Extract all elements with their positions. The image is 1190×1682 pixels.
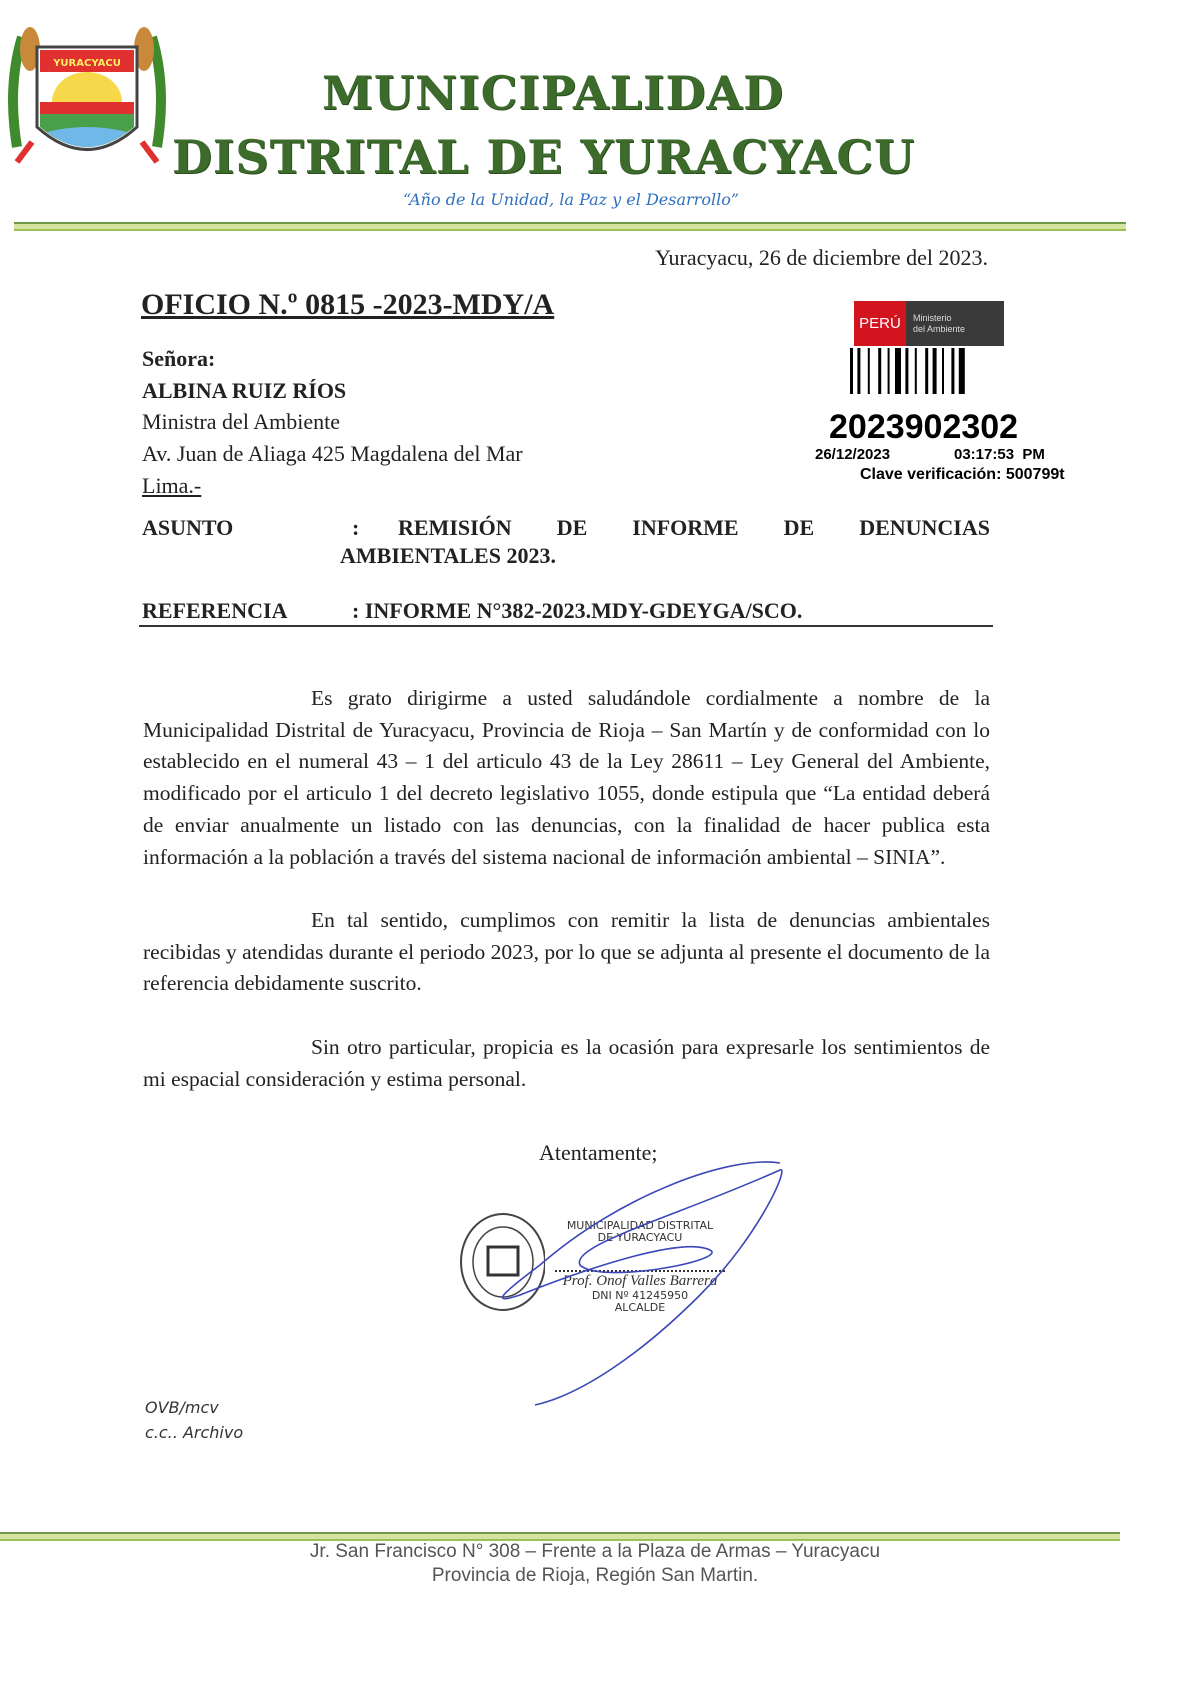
header-divider: [14, 222, 1126, 231]
recipient-role: Ministra del Ambiente: [142, 409, 340, 435]
asunto-colon: :: [352, 515, 360, 540]
barcode-bar: [857, 348, 860, 394]
salutation: Señora:: [142, 346, 216, 371]
recipient-name: ALBINA RUIZ RÍOS: [142, 377, 347, 403]
signer-name: Prof. Onof Valles Barrera: [555, 1270, 725, 1290]
recipient-city: Lima.-: [142, 472, 202, 498]
closing: Atentamente;: [539, 1140, 658, 1165]
body-paragraph-3: Sin otro particular, propicia es la ocasión para expresarle los sentimientos de mi espacial consideración y estima personal.: [143, 1035, 990, 1091]
header-title-line1: MUNICIPALIDAD: [322, 66, 784, 120]
header-title-line2: DISTRITAL DE YURACYACU: [172, 130, 916, 184]
barcode-bar: [915, 348, 917, 394]
asunto-line1: REMISIÓN DE INFORME DE DENUNCIAS: [398, 515, 990, 540]
barcode-bar: [959, 348, 965, 394]
stamp-line1: MUNICIPALIDAD DISTRITAL: [566, 1219, 714, 1232]
barcode-bar: [942, 348, 944, 394]
initials: OVB/mcv: [145, 1398, 219, 1417]
referencia-value: : INFORME N°382-2023.MDY-GDEYGA/SCO.: [352, 598, 803, 623]
signer-role: ALCALDE: [614, 1301, 666, 1314]
svg-text:YURACYACU: YURACYACU: [53, 58, 121, 69]
stamp-line2: DE YURACYACU: [597, 1231, 683, 1244]
body-paragraph-2: En tal sentido, cumplimos con remitir la lista de denuncias ambientales recibidas y atendidas durante el periodo 2023, por lo que se adjunta al presente el documento de la referencia debidamente suscrito.: [143, 908, 990, 996]
asunto-label: ASUNTO: [142, 515, 234, 540]
copy-note: c.c.. Archivo: [145, 1423, 244, 1442]
asunto-line2: AMBIENTALES 2023.: [340, 543, 556, 568]
ministry-header-badge: [854, 301, 1004, 346]
footer-line1: Jr. San Francisco N° 308 – Frente a la Plaza de Armas – Yuracyacu: [309, 1541, 881, 1562]
barcode-bar: [850, 348, 853, 394]
referencia-label: REFERENCIA: [142, 598, 288, 623]
signer-dni: DNI Nº 41245950: [591, 1289, 689, 1302]
registration-number: 2023902302: [829, 408, 1019, 446]
municipal-coat-of-arms-logo: [2, 27, 172, 175]
recipient-address: Av. Juan de Aliaga 425 Magdalena del Mar: [142, 441, 523, 467]
barcode-bar: [895, 348, 901, 394]
reference-notes: [145, 1395, 243, 1445]
barcode-bar: [905, 348, 908, 394]
oficio-number: OFICIO N.º 0815 -2023-MDY/A: [141, 288, 555, 321]
ministry-line1: Ministerio: [913, 313, 952, 323]
recipient-block: [142, 343, 523, 502]
barcode-bar: [878, 348, 881, 394]
header-motto: “Año de la Unidad, la Paz y el Desarrollo”: [403, 190, 739, 209]
verification-key: Clave verificación: 500799t: [860, 466, 1065, 483]
footer-line2: Provincia de Rioja, Región San Martin.: [431, 1565, 759, 1586]
body-paragraph-1: Es grato dirigirme a usted saludándole cordialmente a nombre de la Municipalidad Distrital de Yuracyacu, Provincia de Rioja – San Martín y de conformidad con lo establecido en el numeral 43 – 1 del articulo 43 de la Ley 28611 – Ley General del Ambiente, modificado por el articulo 1 del decreto legislativo 1055, donde estipula que “La entidad deberá de enviar anualmente un listado con las denuncias, con la finalidad de hacer publica esta información a la población a través del sistema nacional de información ambiental – SINIA”.: [143, 686, 990, 869]
barcode: [850, 348, 1030, 394]
barcode-bar: [888, 348, 890, 394]
barcode-bar: [868, 348, 870, 394]
date-line: Yuracyacu, 26 de diciembre del 2023.: [655, 245, 988, 270]
barcode-bar: [925, 348, 928, 394]
handwritten-signature: [480, 1155, 790, 1415]
registration-date: 26/12/2023: [815, 446, 891, 463]
footer-address: [0, 1540, 1190, 1588]
referencia-underline: [139, 625, 993, 627]
barcode-bar: [951, 348, 954, 394]
barcode-bar: [933, 348, 937, 394]
peru-label: PERÚ: [854, 301, 906, 346]
ministry-line2: del Ambiente: [913, 324, 966, 334]
registration-time: 03:17:53 PM: [954, 446, 1045, 463]
